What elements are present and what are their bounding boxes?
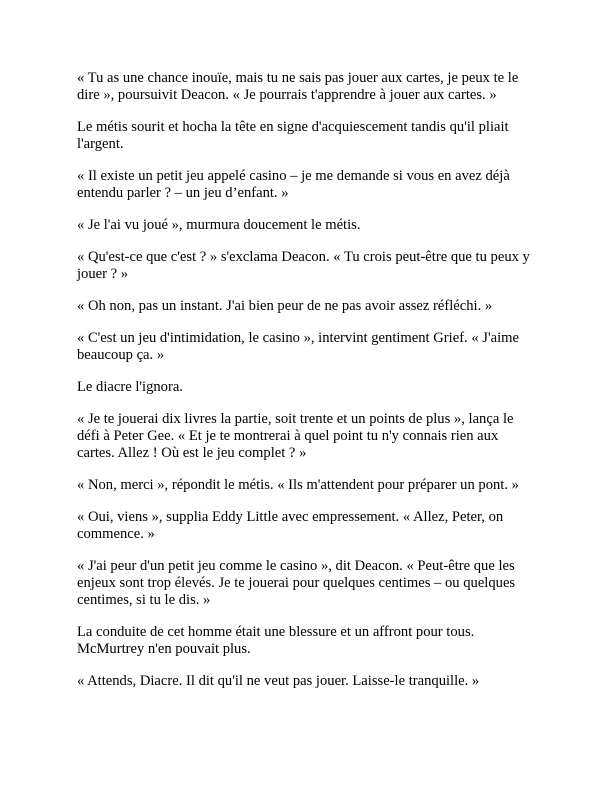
paragraph: « Non, merci », répondit le métis. « Ils m'attendent pour préparer un pont. » bbox=[77, 477, 519, 493]
paragraph: Le diacre l'ignora. bbox=[77, 379, 183, 395]
paragraph: La conduite de cet homme était une blessure et un affront pour tous. McMurtrey n'en pouvait plus. bbox=[77, 624, 475, 657]
paragraph: « Oui, viens », supplia Eddy Little avec empressement. « Allez, Peter, on commence. » bbox=[77, 509, 504, 542]
paragraph: « J'ai peur d'un petit jeu comme le casino », dit Deacon. « Peut-être que les enjeux sont trop élevés. Je te jouerai pour quelques centimes – ou quelques centimes, si tu le dis. » bbox=[77, 558, 516, 608]
paragraph: « Je te jouerai dix livres la partie, soit trente et un points de plus », lança le défi à Peter Gee. « Et je te montrerai à quel point tu n'y connais rien aux cartes. Allez ! Où est le jeu complet ? » bbox=[77, 411, 514, 461]
paragraph: Le métis sourit et hocha la tête en signe d'acquiescement tandis qu'il pliait l'argent. bbox=[77, 119, 509, 152]
paragraph: « Tu as une chance inouïe, mais tu ne sais pas jouer aux cartes, je peux te le dire », poursuivit Deacon. « Je pourrais t'apprendre à jouer aux cartes. » bbox=[77, 70, 519, 103]
paragraph: « Oh non, pas un instant. J'ai bien peur de ne pas avoir assez réfléchi. » bbox=[77, 298, 493, 314]
paragraph: « C'est un jeu d'intimidation, le casino », intervint gentiment Grief. « J'aime beaucoup ça. » bbox=[77, 330, 519, 363]
paragraph: « Il existe un petit jeu appelé casino – je me demande si vous en avez déjà entendu parler ? – un jeu d’enfant. » bbox=[77, 168, 510, 201]
paragraph: « Attends, Diacre. Il dit qu'il ne veut pas jouer. Laisse-le tranquille. » bbox=[77, 673, 480, 689]
paragraph: « Qu'est-ce que c'est ? » s'exclama Deacon. « Tu crois peut-être que tu peux y jouer ? » bbox=[77, 249, 530, 282]
paragraph: « Je l'ai vu joué », murmura doucement le métis. bbox=[77, 217, 361, 233]
body-text bbox=[77, 70, 539, 705]
